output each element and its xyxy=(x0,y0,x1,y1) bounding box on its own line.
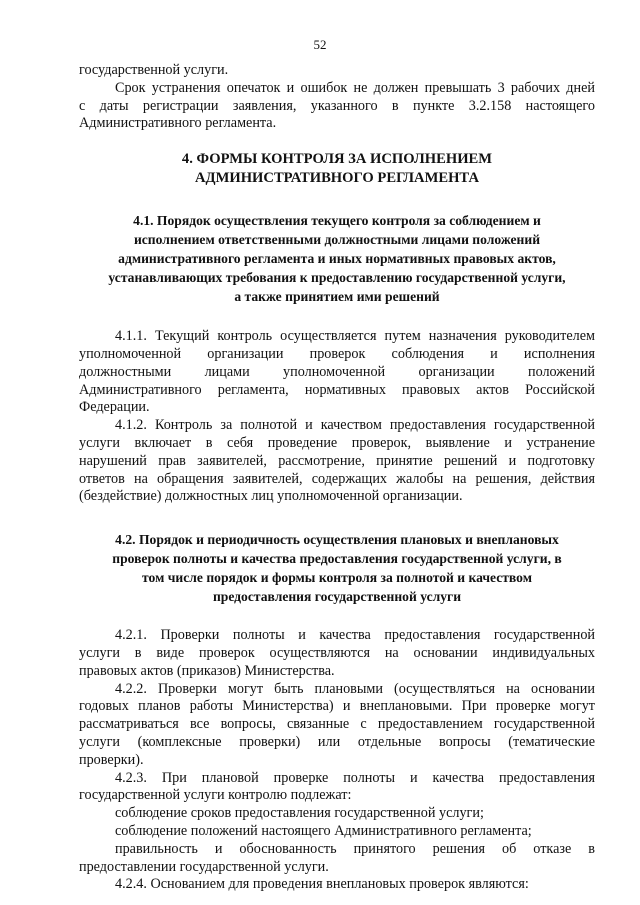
heading-line: 4.2. Порядок и периодичность осуществления плановых и внеплановых xyxy=(115,532,559,548)
text-line: услуги в виде проверок осуществляются на основании индивидуальных xyxy=(79,644,595,661)
text-line: соблюдение сроков предоставления государственной услуги; xyxy=(115,805,484,822)
heading-line: проверок полноты и качества предоставления государственной услуги, в xyxy=(112,551,562,567)
section-4-1-heading xyxy=(79,211,595,306)
heading-line: том числе порядок и формы контроля за полнотой и качеством xyxy=(142,570,532,586)
text-line: 4.2.3. При плановой проверке полноты и качества предоставления xyxy=(115,769,595,786)
text-line: уполномоченной организации проверок соблюдения и исполнения xyxy=(79,345,595,362)
text-line: Административного регламента. xyxy=(79,115,277,132)
text-line: должностными лицами уполномоченной организации положений xyxy=(79,363,595,380)
text-line: правовых актов (приказов) Министерства. xyxy=(79,662,335,679)
text-line: соблюдение положений настоящего Административного регламента; xyxy=(115,822,532,839)
text-line: предоставлении государственной услуги. xyxy=(79,858,329,875)
text-line: проверки). xyxy=(79,751,144,768)
heading-line: 4. ФОРМЫ КОНТРОЛЯ ЗА ИСПОЛНЕНИЕМ xyxy=(181,151,493,168)
section-4-1-body xyxy=(79,328,595,506)
section-4-2-body xyxy=(79,627,595,894)
text-line: государственной услуги контролю подлежат: xyxy=(79,787,352,804)
heading-line: исполнением ответственными должностными лицами положений xyxy=(133,232,541,248)
text-line: 4.2.1. Проверки полноты и качества предоставления государственной xyxy=(115,627,595,644)
text-line: государственной услуги. xyxy=(79,62,229,78)
text-line: с даты регистрации заявления, указанного в пункте 3.2.158 настоящего xyxy=(79,97,595,114)
text-line: (бездействие) должностных лиц уполномоченной организации. xyxy=(79,488,463,505)
text-line: 4.2.4. Основанием для проведения внеплановых проверок являются: xyxy=(115,876,529,893)
text-line: 4.1.2. Контроль за полнотой и качеством предоставления государственной xyxy=(115,417,595,434)
section-4-heading xyxy=(79,150,595,188)
heading-line: а также принятием ими решений xyxy=(234,289,440,305)
text-line: 4.2.2. Проверки могут быть плановыми (осуществляться на основании xyxy=(115,680,595,697)
text-line: ответов на обращения заявителей, содержащих жалобы на решения, действия xyxy=(79,470,595,487)
heading-line: АДМИНИСТРАТИВНОГО РЕГЛАМЕНТА xyxy=(195,170,479,187)
text-line: Административного регламента, нормативных правовых актов Российской xyxy=(79,381,595,398)
heading-line: устанавливающих требования к предоставлению государственной услуги, xyxy=(108,270,566,286)
heading-line: административного регламента и иных нормативных правовых актов, xyxy=(118,251,556,267)
text-line: правильность и обоснованность принятого решения об отказе в xyxy=(115,840,595,857)
heading-line: предоставления государственной услуги xyxy=(212,589,462,605)
text-line: 4.1.1. Текущий контроль осуществляется путем назначения руководителем xyxy=(115,328,595,345)
intro-paragraph xyxy=(79,62,595,133)
text-line: Федерации. xyxy=(79,399,150,416)
section-4-2-heading xyxy=(79,530,595,606)
text-line: услуги включает в себя проведение проверок, выявление и устранение xyxy=(79,434,595,451)
text-line: услуги (комплексные проверки) или отдельные вопросы (тематические xyxy=(79,733,595,750)
heading-line: 4.1. Порядок осуществления текущего контроля за соблюдением и xyxy=(133,213,541,229)
text-line: годовых планов работы Министерства) и внеплановыми. При проверке могут xyxy=(79,698,595,715)
text-line: нарушений прав заявителей, рассмотрение, принятие решений и подготовку xyxy=(79,452,595,469)
page-number: 52 xyxy=(313,37,327,52)
text-line: рассматриваться все вопросы, связанные с предоставлением государственной xyxy=(79,716,595,733)
text-line: Срок устранения опечаток и ошибок не должен превышать 3 рабочих дней xyxy=(115,79,595,96)
document-body xyxy=(79,62,595,894)
